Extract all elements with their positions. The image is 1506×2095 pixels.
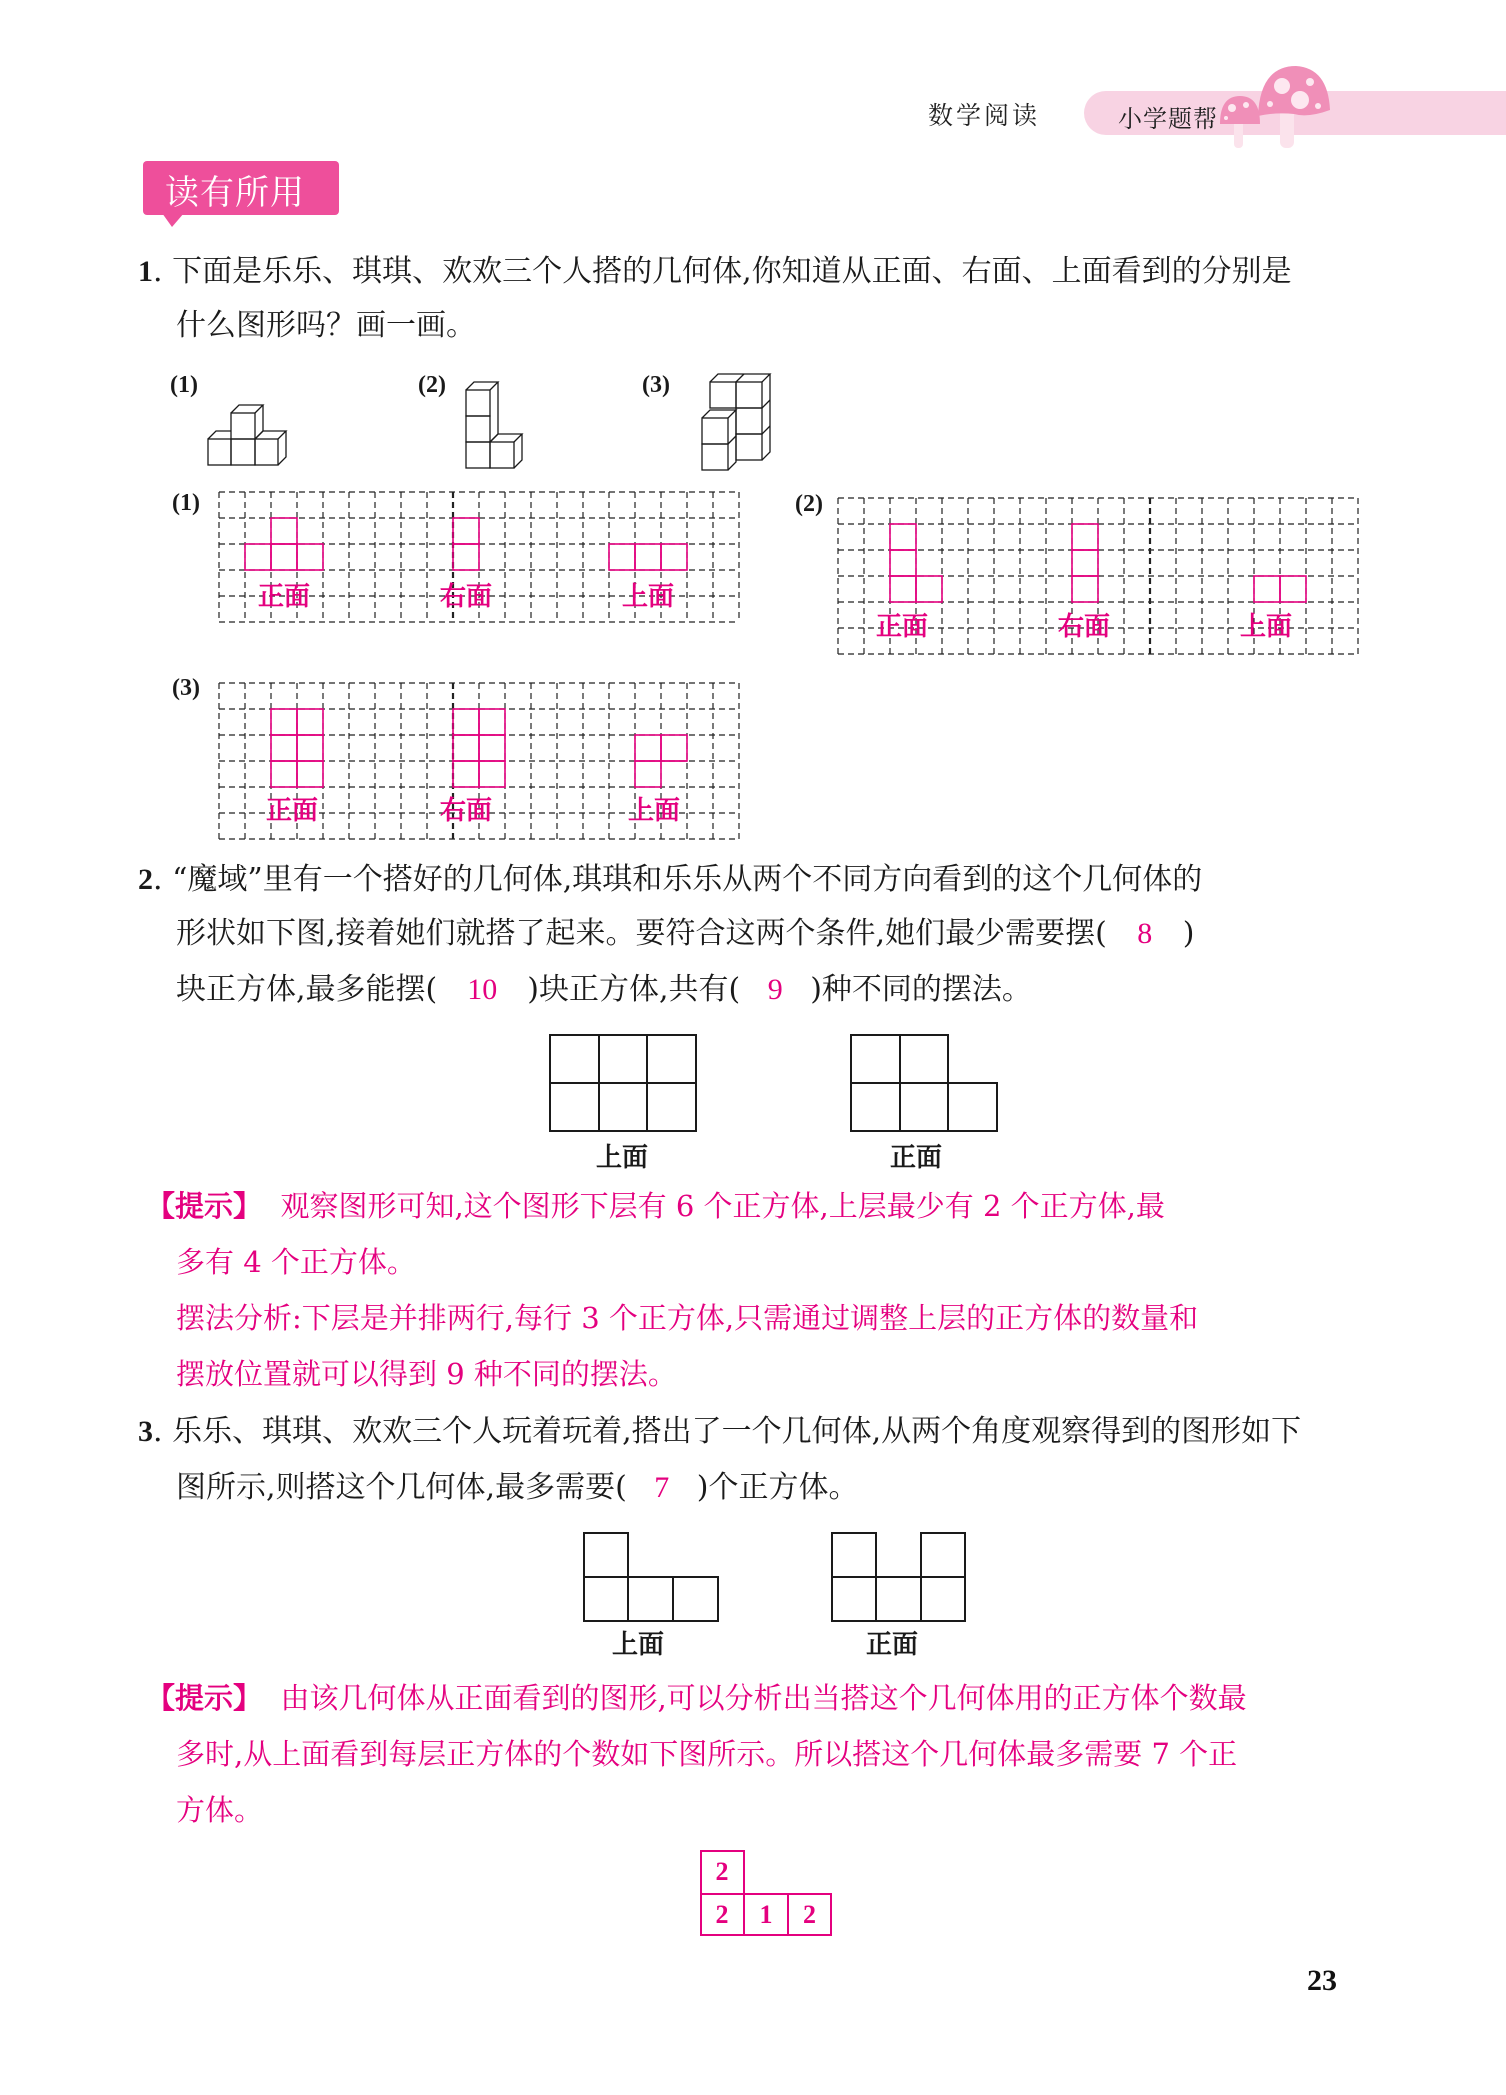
answer-cell xyxy=(479,761,505,787)
q3-line2 xyxy=(176,1468,859,1508)
grid1-caption-front: 正面 xyxy=(258,582,311,612)
model-label-3: (3) xyxy=(642,372,670,398)
count-cell: 2 xyxy=(715,1857,729,1886)
q2-front-view xyxy=(850,1034,998,1132)
q2-line2 xyxy=(176,914,1195,954)
q1-number: 1 xyxy=(138,255,153,288)
q2-hint-line3: 摆法分析:下层是并排两行,每行 3 个正方体,只需通过调整上层的正方体的数量和 xyxy=(176,1301,1199,1335)
answer-cell xyxy=(271,544,297,570)
grid2-caption-front: 正面 xyxy=(876,612,929,642)
q2-text1: “魔域”里有一个搭好的几何体,琪琪和乐乐从两个不同方向看到的这个几何体的 xyxy=(172,862,1203,897)
q2-hint-line1 xyxy=(146,1186,1165,1226)
answer-cell xyxy=(271,518,297,544)
model-label-2: (2) xyxy=(418,372,446,398)
answer-cell xyxy=(635,544,661,570)
answer-cell xyxy=(271,735,297,761)
grid3-caption-right: 右面 xyxy=(440,796,493,826)
grid2-caption-top: 上面 xyxy=(1240,612,1293,642)
section-tag-label: 读有所用 xyxy=(165,173,305,213)
answer-cell xyxy=(271,761,297,787)
answer-cell xyxy=(245,544,271,570)
q3-answer: 7 xyxy=(654,1471,670,1504)
answer-cell xyxy=(1072,524,1098,550)
answer-cell xyxy=(661,544,687,570)
answer-cell xyxy=(297,735,323,761)
page-number: 23 xyxy=(1307,1964,1337,1997)
q3-hint-tag: 【提示】 xyxy=(146,1681,263,1715)
grid-label-1: (1) xyxy=(172,490,200,516)
answer-cell xyxy=(453,709,479,735)
q2-text2b: ) xyxy=(1182,916,1195,951)
cube-model-2 xyxy=(460,378,540,472)
answer-cell xyxy=(479,735,505,761)
header-band-label: 小学题帮 xyxy=(1118,105,1218,133)
grid2-caption-right: 右面 xyxy=(1058,612,1111,642)
answer-cell xyxy=(1072,550,1098,576)
answer-cell xyxy=(271,709,297,735)
q3-line1 xyxy=(138,1412,1301,1452)
q2-number: 2 xyxy=(138,863,153,896)
q1-line1 xyxy=(138,252,1292,292)
answer-cell xyxy=(609,544,635,570)
cube-model-3 xyxy=(684,370,774,472)
q3-front-caption: 正面 xyxy=(866,1630,919,1660)
cube-model-1 xyxy=(200,400,310,470)
q3-hint-line1 xyxy=(146,1678,1247,1718)
q1-line2: 什么图形吗？画一画。 xyxy=(176,308,476,343)
answer-cell xyxy=(297,709,323,735)
answer-cell xyxy=(479,709,505,735)
q2-answer-ways: 9 xyxy=(767,973,783,1006)
q2-line1 xyxy=(138,860,1202,900)
q2-text3a: 块正方体,最多能摆( xyxy=(176,972,438,1007)
answer-cell xyxy=(453,544,479,570)
section-tag-tail xyxy=(162,213,184,227)
q2-hint-line4: 摆放位置就可以得到 9 种不同的摆法。 xyxy=(176,1357,677,1391)
mushroom-icon xyxy=(1218,58,1348,150)
answer-cell xyxy=(453,761,479,787)
grid-label-3: (3) xyxy=(172,675,200,701)
q3-top-caption: 上面 xyxy=(612,1630,665,1660)
grid3-caption-front: 正面 xyxy=(266,796,319,826)
answer-cell xyxy=(297,544,323,570)
count-cell: 2 xyxy=(715,1900,729,1929)
q2-answer-min: 8 xyxy=(1137,917,1153,950)
q3-hint-line3: 方体。 xyxy=(176,1793,264,1827)
answer-cell xyxy=(1280,576,1306,602)
q3-hint-line2: 多时,从上面看到每层正方体的个数如下图所示。所以搭这个几何体最多需要 7 个正 xyxy=(176,1737,1238,1771)
q2-front-caption: 正面 xyxy=(890,1143,943,1173)
grid-label-2: (2) xyxy=(795,491,823,517)
grid1-caption-right: 右面 xyxy=(440,582,493,612)
q3-text1: 乐乐、琪琪、欢欢三个人玩着玩着,搭出了一个几何体,从两个角度观察得到的图形如下 xyxy=(172,1414,1302,1449)
book-title: 数学阅读 xyxy=(928,101,1041,130)
q2-hint-line2: 多有 4 个正方体。 xyxy=(176,1245,416,1279)
answer-cell xyxy=(661,735,687,761)
grid3-caption-top: 上面 xyxy=(628,796,681,826)
answer-cell xyxy=(297,761,323,787)
q2-top-caption: 上面 xyxy=(596,1143,649,1173)
q2-answer-max: 10 xyxy=(467,973,498,1006)
answer-cell xyxy=(635,735,661,761)
answer-cell xyxy=(1072,576,1098,602)
q3-top-view xyxy=(583,1532,719,1622)
answer-cell xyxy=(890,576,916,602)
q1-dot: . xyxy=(153,254,163,289)
q2-text2a: 形状如下图,接着她们就搭了起来。要符合这两个条件,她们最少需要摆( xyxy=(176,916,1107,951)
q2-text3c: )种不同的摆法。 xyxy=(810,972,1032,1007)
q3-dot: . xyxy=(153,1414,163,1449)
q3-number: 3 xyxy=(138,1415,153,1448)
answer-cell xyxy=(1254,576,1280,602)
q2-top-view xyxy=(549,1034,697,1132)
q2-line3 xyxy=(176,970,1032,1010)
q3-front-view xyxy=(831,1532,967,1622)
answer-cell xyxy=(890,550,916,576)
count-cell: 1 xyxy=(759,1900,773,1929)
model-label-1: (1) xyxy=(170,372,198,398)
answer-cell xyxy=(635,761,661,787)
q1-text1: 下面是乐乐、琪琪、欢欢三个人搭的几何体,你知道从正面、右面、上面看到的分别是 xyxy=(172,254,1292,289)
q2-text3b: )块正方体,共有( xyxy=(527,972,741,1007)
count-cell: 2 xyxy=(803,1900,816,1929)
q3-text2b: )个正方体。 xyxy=(696,1470,859,1505)
q2-hint-text1: 观察图形可知,这个图形下层有 6 个正方体,上层最少有 2 个正方体,最 xyxy=(280,1189,1165,1223)
answer-cell xyxy=(916,576,942,602)
answer-cell xyxy=(453,735,479,761)
q3-text2a: 图所示,则搭这个几何体,最多需要( xyxy=(176,1470,627,1505)
grid1-caption-top: 上面 xyxy=(622,582,675,612)
q3-hint-text1: 由该几何体从正面看到的图形,可以分析出当搭这个几何体用的正方体个数最 xyxy=(280,1681,1247,1715)
q2-dot: . xyxy=(153,862,163,897)
answer-cell xyxy=(453,518,479,544)
q2-hint-tag: 【提示】 xyxy=(146,1189,263,1223)
answer-cell xyxy=(890,524,916,550)
